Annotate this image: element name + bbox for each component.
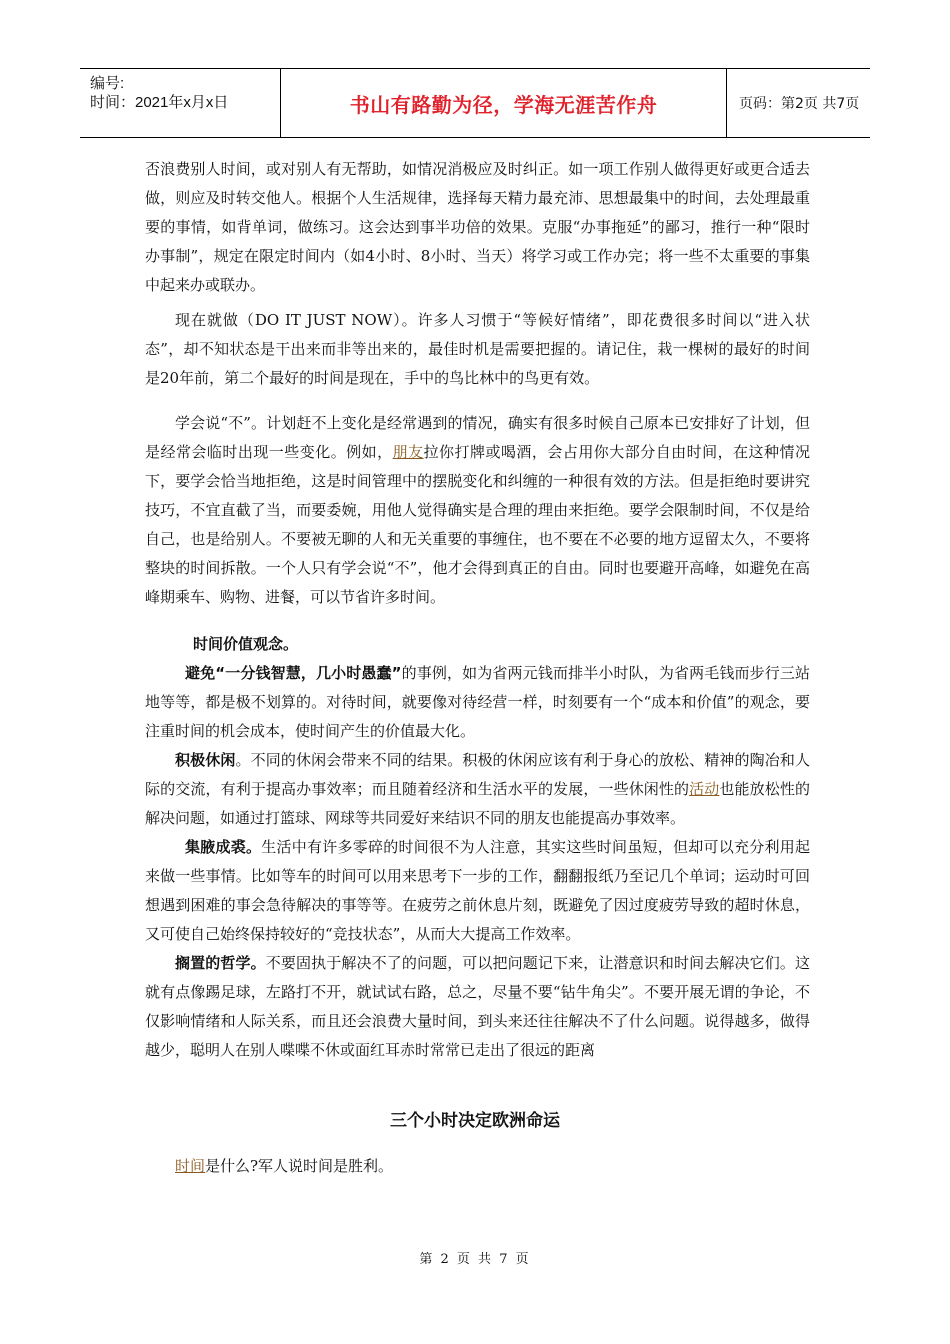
paragraph-bold-lead: 搁置的哲学。 (175, 954, 266, 972)
activity-link[interactable]: 活动 (689, 780, 720, 798)
body-paragraph-6 (145, 833, 810, 949)
paragraph-segment: 拉你打牌或喝酒，会占用你大部分自由时间，在这种情况下，要学会恰当地拒绝，这是时间管理中的摆脱变化和纠缠的一种很有效的方法。但是拒绝时要讲究技巧，不宜直截了当，而要委婉，用他人觉得确实是合理的理由来拒绝。要学会限制时间，不仅是给自己，也是给别人。不要被无聊的人和无关重要的事缠住，也不要在不必要的地方逗留太久，不要将整块的时间拆散。一个人只有学会说“不”，他才会得到真正的自由。同时也要避开高峰，如避免在高峰期乘车、购物、进餐，可以节省许多时间。 (145, 443, 810, 606)
body-paragraph-1 (145, 155, 810, 300)
time-link[interactable]: 时间 (175, 1157, 206, 1175)
section-heading: 时间价值观念。 (193, 635, 299, 653)
paragraph-segment: 也能放松性的解决问题，如通过打篮球、网球等共同爱好来结识不同的朋友也能提高办事效率。 (145, 780, 810, 827)
paragraph-text: 否浪费别人时间，或对别人有无帮助，如情况消极应及时纠正。如一项工作别人做得更好或更合适去做，则应及时转交他人。根据个人生活规律，选择每天精力最充沛、思想最集中的时间，去处理最重要的事情，如背单词，做练习。这会达到事半功倍的效果。克服“办事拖延”的鄙习，推行一种“限时办事制”，规定在限定时间内（如4小时、8小时、当天）将学习或工作办完；将一些不太重要的事集中起来办或联办。 (145, 160, 810, 294)
header-info-cell (80, 69, 281, 137)
paragraph-text: 现在就做（DO IT JUST NOW）。许多人习惯于“等候好情绪”，即花费很多时间以“进入状态”，却不知状态是干出来而非等出来的，最佳时机是需要把握的。请记住，栽一棵树的最好的时间是20年前，第二个最好的时间是现在，手中的鸟比林中的鸟更有效。 (145, 311, 810, 387)
paragraph-segment: 。不同的休闲会带来不同的结果。积极的休闲应该有利于身心的放松、精神的陶冶和人际的交流，有利于提高办事效率；而且随着经济和生活水平的发展，一些休闲性的 (145, 751, 810, 798)
paragraph-segment: 是什么?军人说时间是胜利。 (205, 1157, 394, 1175)
body-paragraph-2 (145, 306, 810, 393)
document-number-label: 编号: (90, 75, 125, 92)
document-header (80, 68, 870, 138)
body-paragraph-4 (145, 659, 810, 746)
page-footer: 第 2 页 共 7 页 (419, 1252, 531, 1267)
document-date-label: 时间：2021年x月x日 (90, 94, 229, 111)
paragraph-segment: 学会说“不”。计划赶不上变化是经常遇到的情况，确实有很多时候自己原本已安排好了计划，但是经常会临时出现一些变化。例如， (145, 414, 810, 461)
paragraph-bold-lead: 避免“一分钱智慧，几小时愚蠢” (185, 664, 402, 682)
paragraph-bold-lead: 集腋成裘。 (185, 838, 262, 856)
body-paragraph-8 (145, 1152, 810, 1181)
chapter-title: 三个小时决定欧洲命运 (390, 1111, 560, 1131)
section-block (145, 630, 810, 1065)
paragraph-text (145, 409, 810, 612)
paragraph-segment: 生活中有许多零碎的时间很不为人注意，其实这些时间虽短，但却可以充分利用起来做一些事情。比如等车的时间可以用来思考下一步的工作，翻翻报纸乃至记几个单词；运动时可回想遇到困难的事会急待解决的事等等。在疲劳之前休息片刻，既避免了因过度疲劳导致的超时休息，又可使自己始终保持较好的“竞技状态”，从而大大提高工作效率。 (145, 838, 810, 943)
paragraph-bold-lead: 积极休闲 (175, 751, 236, 769)
header-motto: 书山有路勤为径，学海无涯苦作舟 (349, 92, 658, 117)
body-paragraph-5 (145, 746, 810, 833)
body-paragraph-3 (145, 409, 810, 612)
paragraph-text (145, 1152, 810, 1181)
paragraph-segment: 不要固执于解决不了的问题，可以把问题记下来，让潜意识和时间去解决它们。这就有点像踢足球，左路打不开，就试试右路，总之，尽量不要“钻牛角尖”。不要开展无谓的争论，不仅影响情绪和人际关系，而且还会浪费大量时间，到头来还往往解决不了什么问题。说得越多，做得越少，聪明人在别人喋喋不休或面红耳赤时常常已走出了很远的距离 (145, 954, 810, 1059)
body-paragraph-7 (145, 949, 810, 1065)
paragraph-segment: 的事例，如为省两元钱而排半小时队，为省两毛钱而步行三站地等等，都是极不划算的。对待时间，就要像对待经营一样，时刻要有一个“成本和价值”的观念，要注重时间的机会成本，使时间产生的价值最大化。 (145, 664, 811, 740)
friend-link[interactable]: 朋友 (392, 443, 424, 461)
header-page-info: 页码：第2页 共7页 (739, 96, 860, 112)
header-motto-cell (281, 69, 727, 137)
